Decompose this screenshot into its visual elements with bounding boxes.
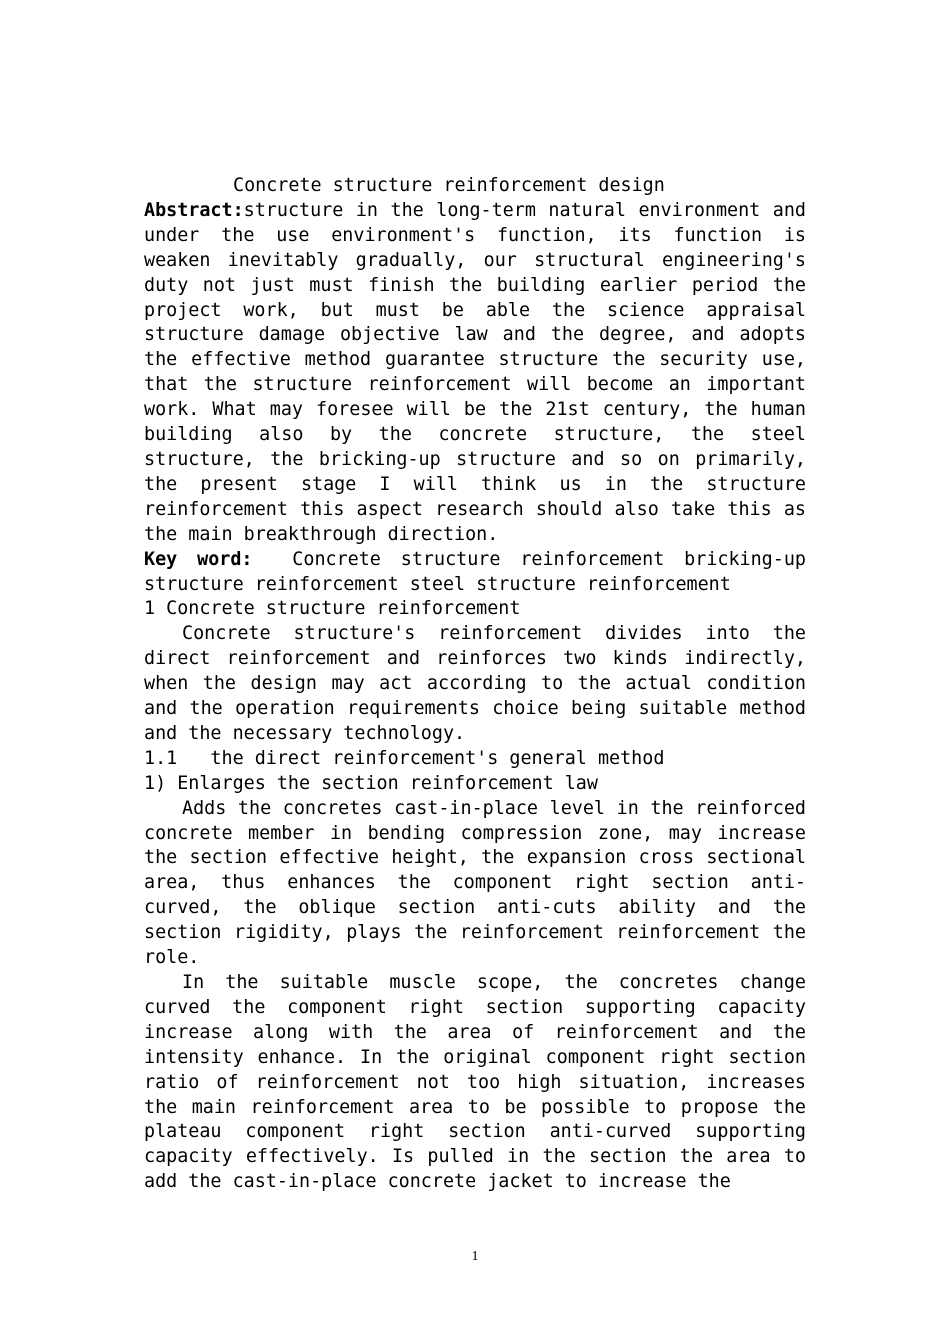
abstract-text: structure in the long-term natural environment and under the use environment's function, its function is weaken inevitably gradually, our structural engineering's duty not just must finish the building earlier period the project work, but must be able the science appraisal structure damage objective law and the degree, and adopts the effective method guarantee structure the security use, that the structure reinforcement will become an important work. What may foresee will be the 21st century, the human building also by the concrete structure, the steel structure, the bricking-up structure and so on primarily, the present stage I will think us in the structure reinforcement this aspect research should also take this as the main breakthrough direction. <box>144 199 806 545</box>
section-1-heading: 1 Concrete structure reinforcement <box>144 598 521 620</box>
method-1-paragraph-1: Adds the concretes cast-in-place level in the reinforced concrete member in bending compression zone, may increase the section effective height, the expansion cross sectional area, thus enhances the component right section anti-curved, the oblique section anti-cuts ability and the section rigidity, plays the reinforcement reinforcement the role. <box>144 797 806 969</box>
method-1-heading: 1) Enlarges the section reinforcement law <box>144 772 598 794</box>
section-1-paragraph: Concrete structure's reinforcement divides into the direct reinforcement and reinforces two kinds indirectly, when the design may act according to the actual condition and the operation requirements choice being suitable method and the necessary technology. <box>144 623 806 744</box>
document-title: Concrete structure reinforcement design <box>233 175 665 196</box>
section-1-1-heading: 1.1 the direct reinforcement's general method <box>144 747 665 769</box>
abstract-paragraph <box>144 199 806 548</box>
keyword-paragraph <box>144 548 806 598</box>
method-1-paragraph-2: In the suitable muscle scope, the concretes change curved the component right section supporting capacity increase along with the area of reinforcement and the intensity enhance. In the original component right section ratio of reinforcement not too high situation, increases the main reinforcement area to be possible to propose the plateau component right section anti-curved supporting capacity effectively. Is pulled in the section the area to add the cast-in-place concrete jacket to increase the <box>144 972 806 1193</box>
keyword-label: Key word: <box>144 548 253 570</box>
document-body <box>144 174 806 1195</box>
abstract-label: Abstract: <box>144 199 244 221</box>
page-number: 1 <box>471 1249 479 1264</box>
keyword-text: Concrete structure reinforcement bricking-up structure reinforcement steel structure reinforcement <box>144 548 806 595</box>
